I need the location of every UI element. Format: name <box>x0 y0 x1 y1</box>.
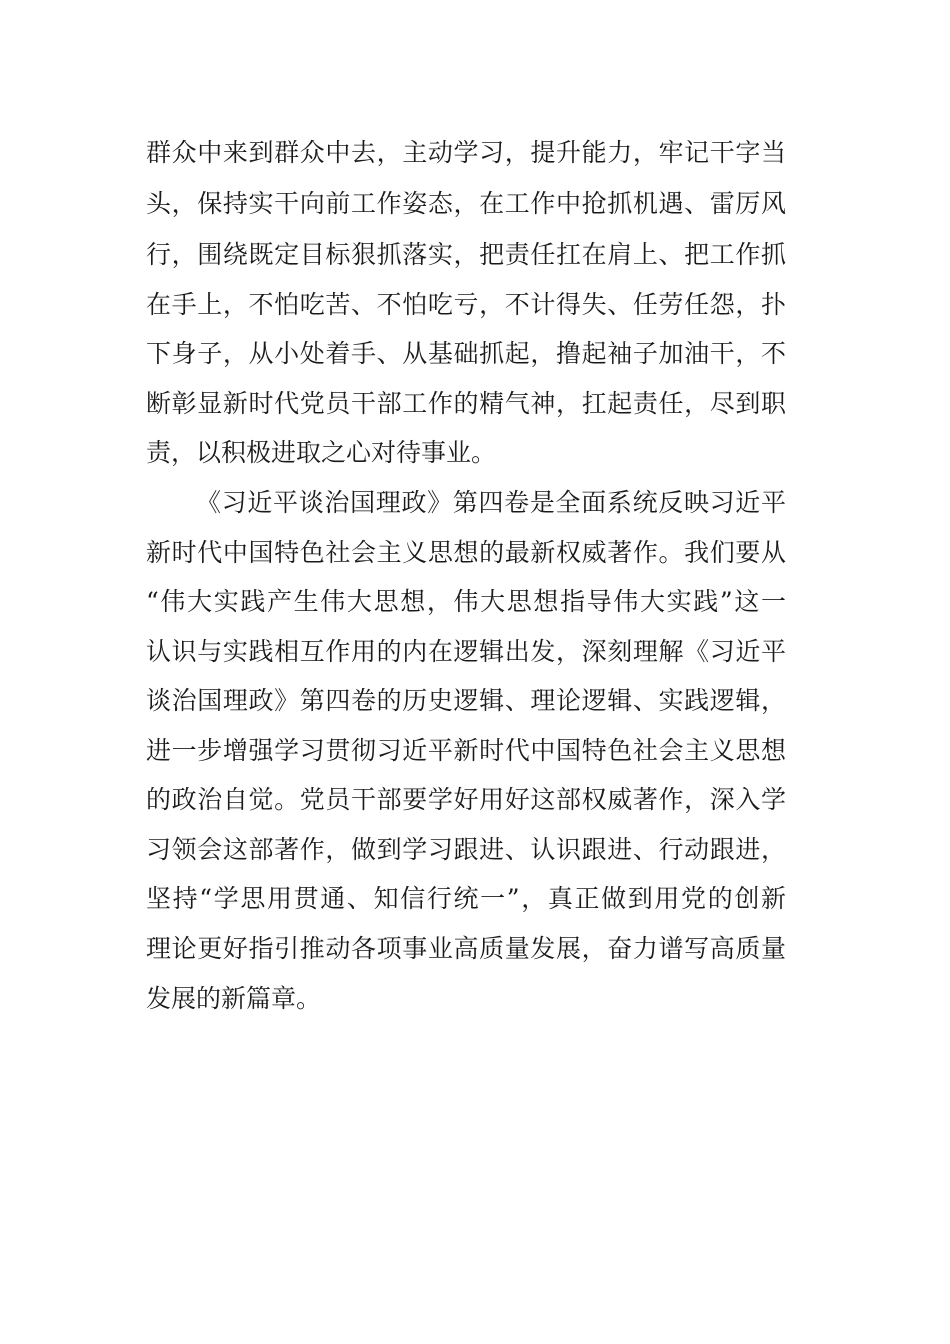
text-line: 理论更好指引推动各项事业高质量发展，奋力谱写高质量 <box>146 934 786 963</box>
text-line: 下身子，从小处着手、从基础抓起，撸起袖子加油干，不 <box>146 339 786 368</box>
text-line: 头，保持实干向前工作姿态，在工作中抢抓机遇、雷厉风 <box>146 189 786 218</box>
text-line: 认识与实践相互作用的内在逻辑出发，深刻理解《习近平 <box>146 637 786 666</box>
text-line: 责，以积极进取之心对待事业。 <box>146 438 497 467</box>
text-line: 行，围绕既定目标狠抓落实，把责任扛在肩上、把工作抓 <box>146 240 786 269</box>
text-line: 在手上，不怕吃苦、不怕吃亏，不计得失、任劳任怨，扑 <box>146 290 786 319</box>
text-line: 习领会这部著作，做到学习跟进、认识跟进、行动跟进， <box>146 835 786 864</box>
text-line: 新时代中国特色社会主义思想的最新权威著作。我们要从 <box>146 538 786 567</box>
text-line: 群众中来到群众中去，主动学习，提升能力，牢记干字当 <box>146 138 786 167</box>
text-line: 断彰显新时代党员干部工作的精气神，扛起责任，尽到职 <box>146 389 786 418</box>
text-line: 的政治自觉。党员干部要学好用好这部权威著作，深入学 <box>146 785 786 814</box>
text-line: 《习近平谈治国理政》第四卷是全面系统反映习近平 <box>196 488 786 517</box>
text-line: 坚持“学思用贯通、知信行统一”，真正做到用党的创新 <box>146 884 786 913</box>
text-line: 发展的新篇章。 <box>146 984 322 1013</box>
text-line: 进一步增强学习贯彻习近平新时代中国特色社会主义思想 <box>146 736 786 765</box>
text-line: 谈治国理政》第四卷的历史逻辑、理论逻辑、实践逻辑， <box>146 686 786 715</box>
text-line: “伟大实践产生伟大思想，伟大思想指导伟大实践”这一 <box>146 587 786 616</box>
